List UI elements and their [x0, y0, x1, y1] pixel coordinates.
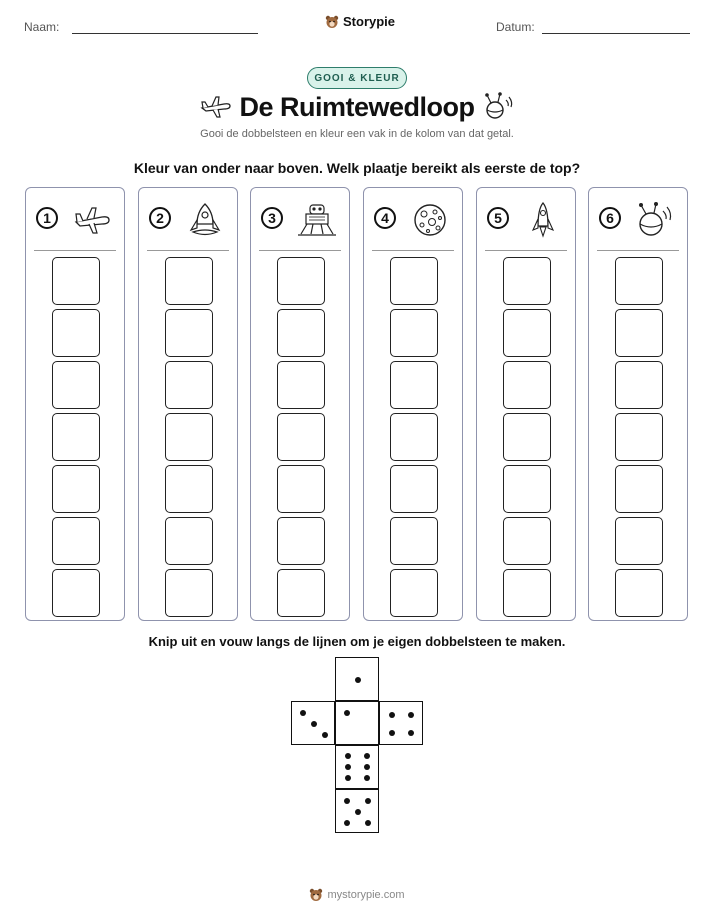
- dice-face-4: [379, 701, 423, 745]
- color-box[interactable]: [277, 465, 325, 513]
- column-number: 2: [149, 207, 171, 229]
- color-box[interactable]: [52, 465, 100, 513]
- satellite-icon: [482, 92, 516, 122]
- column-divider: [597, 250, 679, 251]
- dice-pip: [322, 732, 328, 738]
- dice-pip: [355, 809, 361, 815]
- color-box[interactable]: [390, 413, 438, 461]
- color-box[interactable]: [503, 413, 551, 461]
- date-label: Datum:: [496, 20, 535, 34]
- column-divider: [485, 250, 567, 251]
- column-number: 6: [599, 207, 621, 229]
- color-box[interactable]: [52, 569, 100, 617]
- column-divider: [259, 250, 341, 251]
- dice-face-1: [335, 657, 379, 701]
- moon-icon: [410, 202, 450, 238]
- color-box[interactable]: [503, 517, 551, 565]
- color-box[interactable]: [615, 257, 663, 305]
- color-box[interactable]: [503, 569, 551, 617]
- page-title: De Ruimtewedloop: [239, 92, 475, 122]
- race-column-1: [25, 187, 125, 621]
- column-divider: [372, 250, 454, 251]
- color-box[interactable]: [52, 517, 100, 565]
- page-subtitle: Gooi de dobbelsteen en kleur een vak in de kolom van dat getal.: [200, 128, 514, 140]
- color-box[interactable]: [277, 413, 325, 461]
- dice-pip: [344, 820, 350, 826]
- storypie-bear-icon: [309, 888, 323, 902]
- dice-pip: [355, 677, 361, 683]
- color-box[interactable]: [165, 569, 213, 617]
- coloring-instruction: Kleur van onder naar boven. Welk plaatje bereikt als eerste de top?: [133, 160, 581, 176]
- column-number: 4: [374, 207, 396, 229]
- color-box[interactable]: [503, 465, 551, 513]
- color-box[interactable]: [277, 569, 325, 617]
- color-box[interactable]: [165, 257, 213, 305]
- brand-logo: [325, 14, 395, 29]
- small-rocket-icon: [523, 202, 563, 238]
- color-box[interactable]: [390, 257, 438, 305]
- activity-badge: GOOI & KLEUR: [307, 67, 407, 89]
- dice-pip: [345, 753, 351, 759]
- satellite-icon: [635, 202, 675, 238]
- lunar-lander-icon: [297, 202, 337, 238]
- color-box[interactable]: [390, 569, 438, 617]
- dice-face-5: [335, 789, 379, 833]
- brand-name: Storypie: [343, 14, 396, 29]
- rocket-icon: [185, 202, 225, 238]
- color-box[interactable]: [165, 517, 213, 565]
- name-label: Naam:: [24, 20, 60, 34]
- race-column-3: [250, 187, 350, 621]
- dice-pip: [345, 764, 351, 770]
- dice-pip: [364, 775, 370, 781]
- color-box[interactable]: [503, 361, 551, 409]
- column-number: 5: [487, 207, 509, 229]
- color-box[interactable]: [615, 309, 663, 357]
- storypie-bear-icon: [325, 15, 339, 29]
- color-box[interactable]: [503, 257, 551, 305]
- race-column-5: [476, 187, 576, 621]
- color-box[interactable]: [52, 413, 100, 461]
- dice-face-1: [335, 701, 379, 745]
- color-box[interactable]: [277, 257, 325, 305]
- column-divider: [147, 250, 229, 251]
- name-line[interactable]: [72, 33, 258, 34]
- color-box[interactable]: [52, 257, 100, 305]
- column-number: 1: [36, 207, 58, 229]
- dice-pip: [389, 712, 395, 718]
- color-box[interactable]: [165, 361, 213, 409]
- dice-pip: [408, 712, 414, 718]
- dice-pip: [300, 710, 306, 716]
- dice-pip: [345, 775, 351, 781]
- dice-pip: [365, 820, 371, 826]
- color-box[interactable]: [277, 361, 325, 409]
- footer: [0, 888, 714, 902]
- footer-url[interactable]: mystorypie.com: [327, 889, 405, 901]
- dice-face-6: [335, 745, 379, 789]
- dice-instruction: Knip uit en vouw langs de lijnen om je eigen dobbelsteen te maken.: [148, 634, 566, 649]
- color-box[interactable]: [615, 465, 663, 513]
- color-box[interactable]: [615, 361, 663, 409]
- dice-pip: [364, 753, 370, 759]
- race-column-4: [363, 187, 463, 621]
- color-box[interactable]: [165, 413, 213, 461]
- color-box[interactable]: [615, 569, 663, 617]
- color-box[interactable]: [52, 309, 100, 357]
- column-number: 3: [261, 207, 283, 229]
- color-box[interactable]: [165, 309, 213, 357]
- dice-face-3: [291, 701, 335, 745]
- color-box[interactable]: [390, 465, 438, 513]
- race-column-6: [588, 187, 688, 621]
- dice-pip: [408, 730, 414, 736]
- color-box[interactable]: [615, 413, 663, 461]
- color-box[interactable]: [503, 309, 551, 357]
- dice-pip: [311, 721, 317, 727]
- dice-pip: [364, 764, 370, 770]
- color-box[interactable]: [615, 517, 663, 565]
- dice-pip: [389, 730, 395, 736]
- color-box[interactable]: [52, 361, 100, 409]
- color-box[interactable]: [165, 465, 213, 513]
- dice-pip: [344, 710, 350, 716]
- airplane-icon: [72, 202, 112, 238]
- race-column-2: [138, 187, 238, 621]
- dice-pip: [344, 798, 350, 804]
- dice-pip: [365, 798, 371, 804]
- color-box[interactable]: [390, 309, 438, 357]
- color-box[interactable]: [277, 309, 325, 357]
- date-line[interactable]: [542, 33, 690, 34]
- color-box[interactable]: [277, 517, 325, 565]
- color-box[interactable]: [390, 517, 438, 565]
- color-box[interactable]: [390, 361, 438, 409]
- column-divider: [34, 250, 116, 251]
